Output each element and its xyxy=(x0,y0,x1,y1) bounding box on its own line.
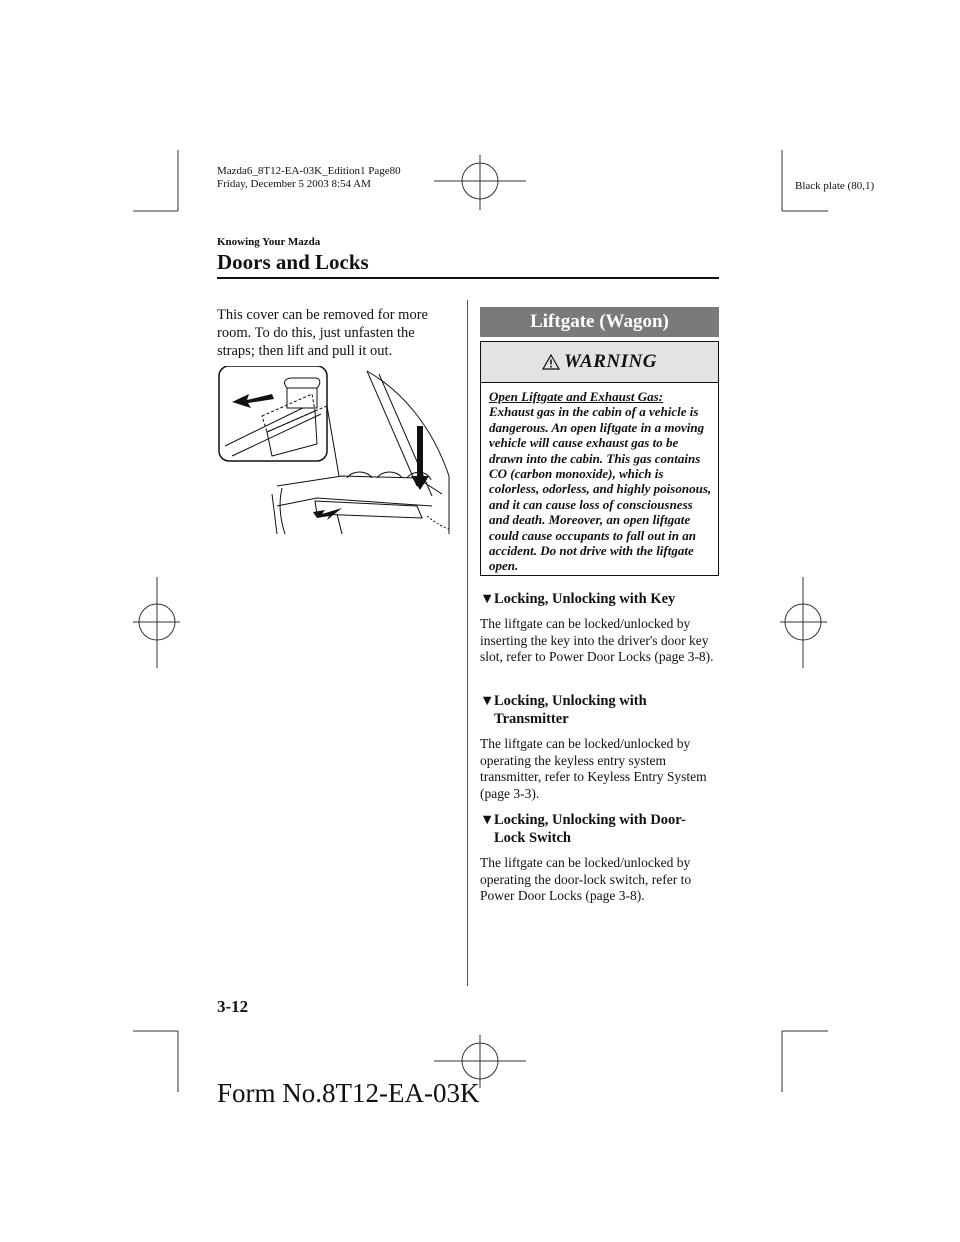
warning-text: Exhaust gas in the cabin of a vehicle is dangerous. An open liftgate in a moving vehicle will cause exhaust gas to be drawn into the cabin. This gas contains CO (carbon monoxide), which is colorless, odorless, and highly poisonous, and it can cause loss of consciousness and death. Moreover, an open liftgate could cause occupants to fall out in an accident. Do not drive with the liftgate open. xyxy=(489,404,712,574)
section-heading-line2: Lock Switch xyxy=(494,830,571,846)
plate-label: Black plate (80,1) xyxy=(795,180,875,192)
section-triangle-icon: ▼ xyxy=(480,812,495,828)
section-triangle-icon: ▼ xyxy=(480,591,495,607)
warning-header xyxy=(481,342,718,383)
column-divider xyxy=(467,300,468,986)
section-triangle-icon: ▼ xyxy=(480,693,495,709)
page-number: 3-12 xyxy=(217,997,249,1016)
print-info xyxy=(217,165,401,191)
section-heading-line2: Transmitter xyxy=(494,711,569,727)
warning-title: Open Liftgate and Exhaust Gas: xyxy=(489,389,664,404)
print-info-file: Mazda6_8T12-EA-03K_Edition1 Page80 xyxy=(217,165,401,177)
print-info-date: Friday, December 5 2003 8:54 AM xyxy=(217,178,371,190)
form-number: Form No.8T12-EA-03K xyxy=(217,1078,480,1108)
title-rule xyxy=(217,277,719,279)
section-heading-transmitter xyxy=(480,692,720,728)
warning-box xyxy=(480,341,719,576)
warning-triangle-icon xyxy=(542,354,560,370)
warning-label: WARNING xyxy=(564,351,657,372)
section-text-transmitter: The liftgate can be locked/unlocked by operating the keyless entry system transmitter, refer to Keyless Entry System (page 3-3). xyxy=(480,736,707,801)
section-heading-key xyxy=(480,590,720,608)
section-heading-door-lock-switch xyxy=(480,811,720,847)
section-text-key: The liftgate can be locked/unlocked by inserting the key into the driver's door key slot, refer to Power Door Locks (page 3-8). xyxy=(480,616,714,664)
cover-removal-text: This cover can be removed for more room. To do this, just unfasten the straps; then lift and pull it out. xyxy=(217,307,428,359)
section-text-door-lock-switch: The liftgate can be locked/unlocked by operating the door-lock switch, refer to Power Door Locks (page 3-8). xyxy=(480,855,692,903)
section-heading-line1: Locking, Unlocking with xyxy=(494,693,647,709)
section-label: Knowing Your Mazda xyxy=(217,236,321,248)
page-title: Doors and Locks xyxy=(217,250,369,274)
section-heading-line1: Locking, Unlocking with Door- xyxy=(494,812,687,828)
liftgate-banner: Liftgate (Wagon) xyxy=(480,307,719,337)
cargo-cover-illustration xyxy=(217,366,452,536)
warning-body xyxy=(489,389,714,574)
section-heading-line1: Locking, Unlocking with Key xyxy=(494,591,676,607)
